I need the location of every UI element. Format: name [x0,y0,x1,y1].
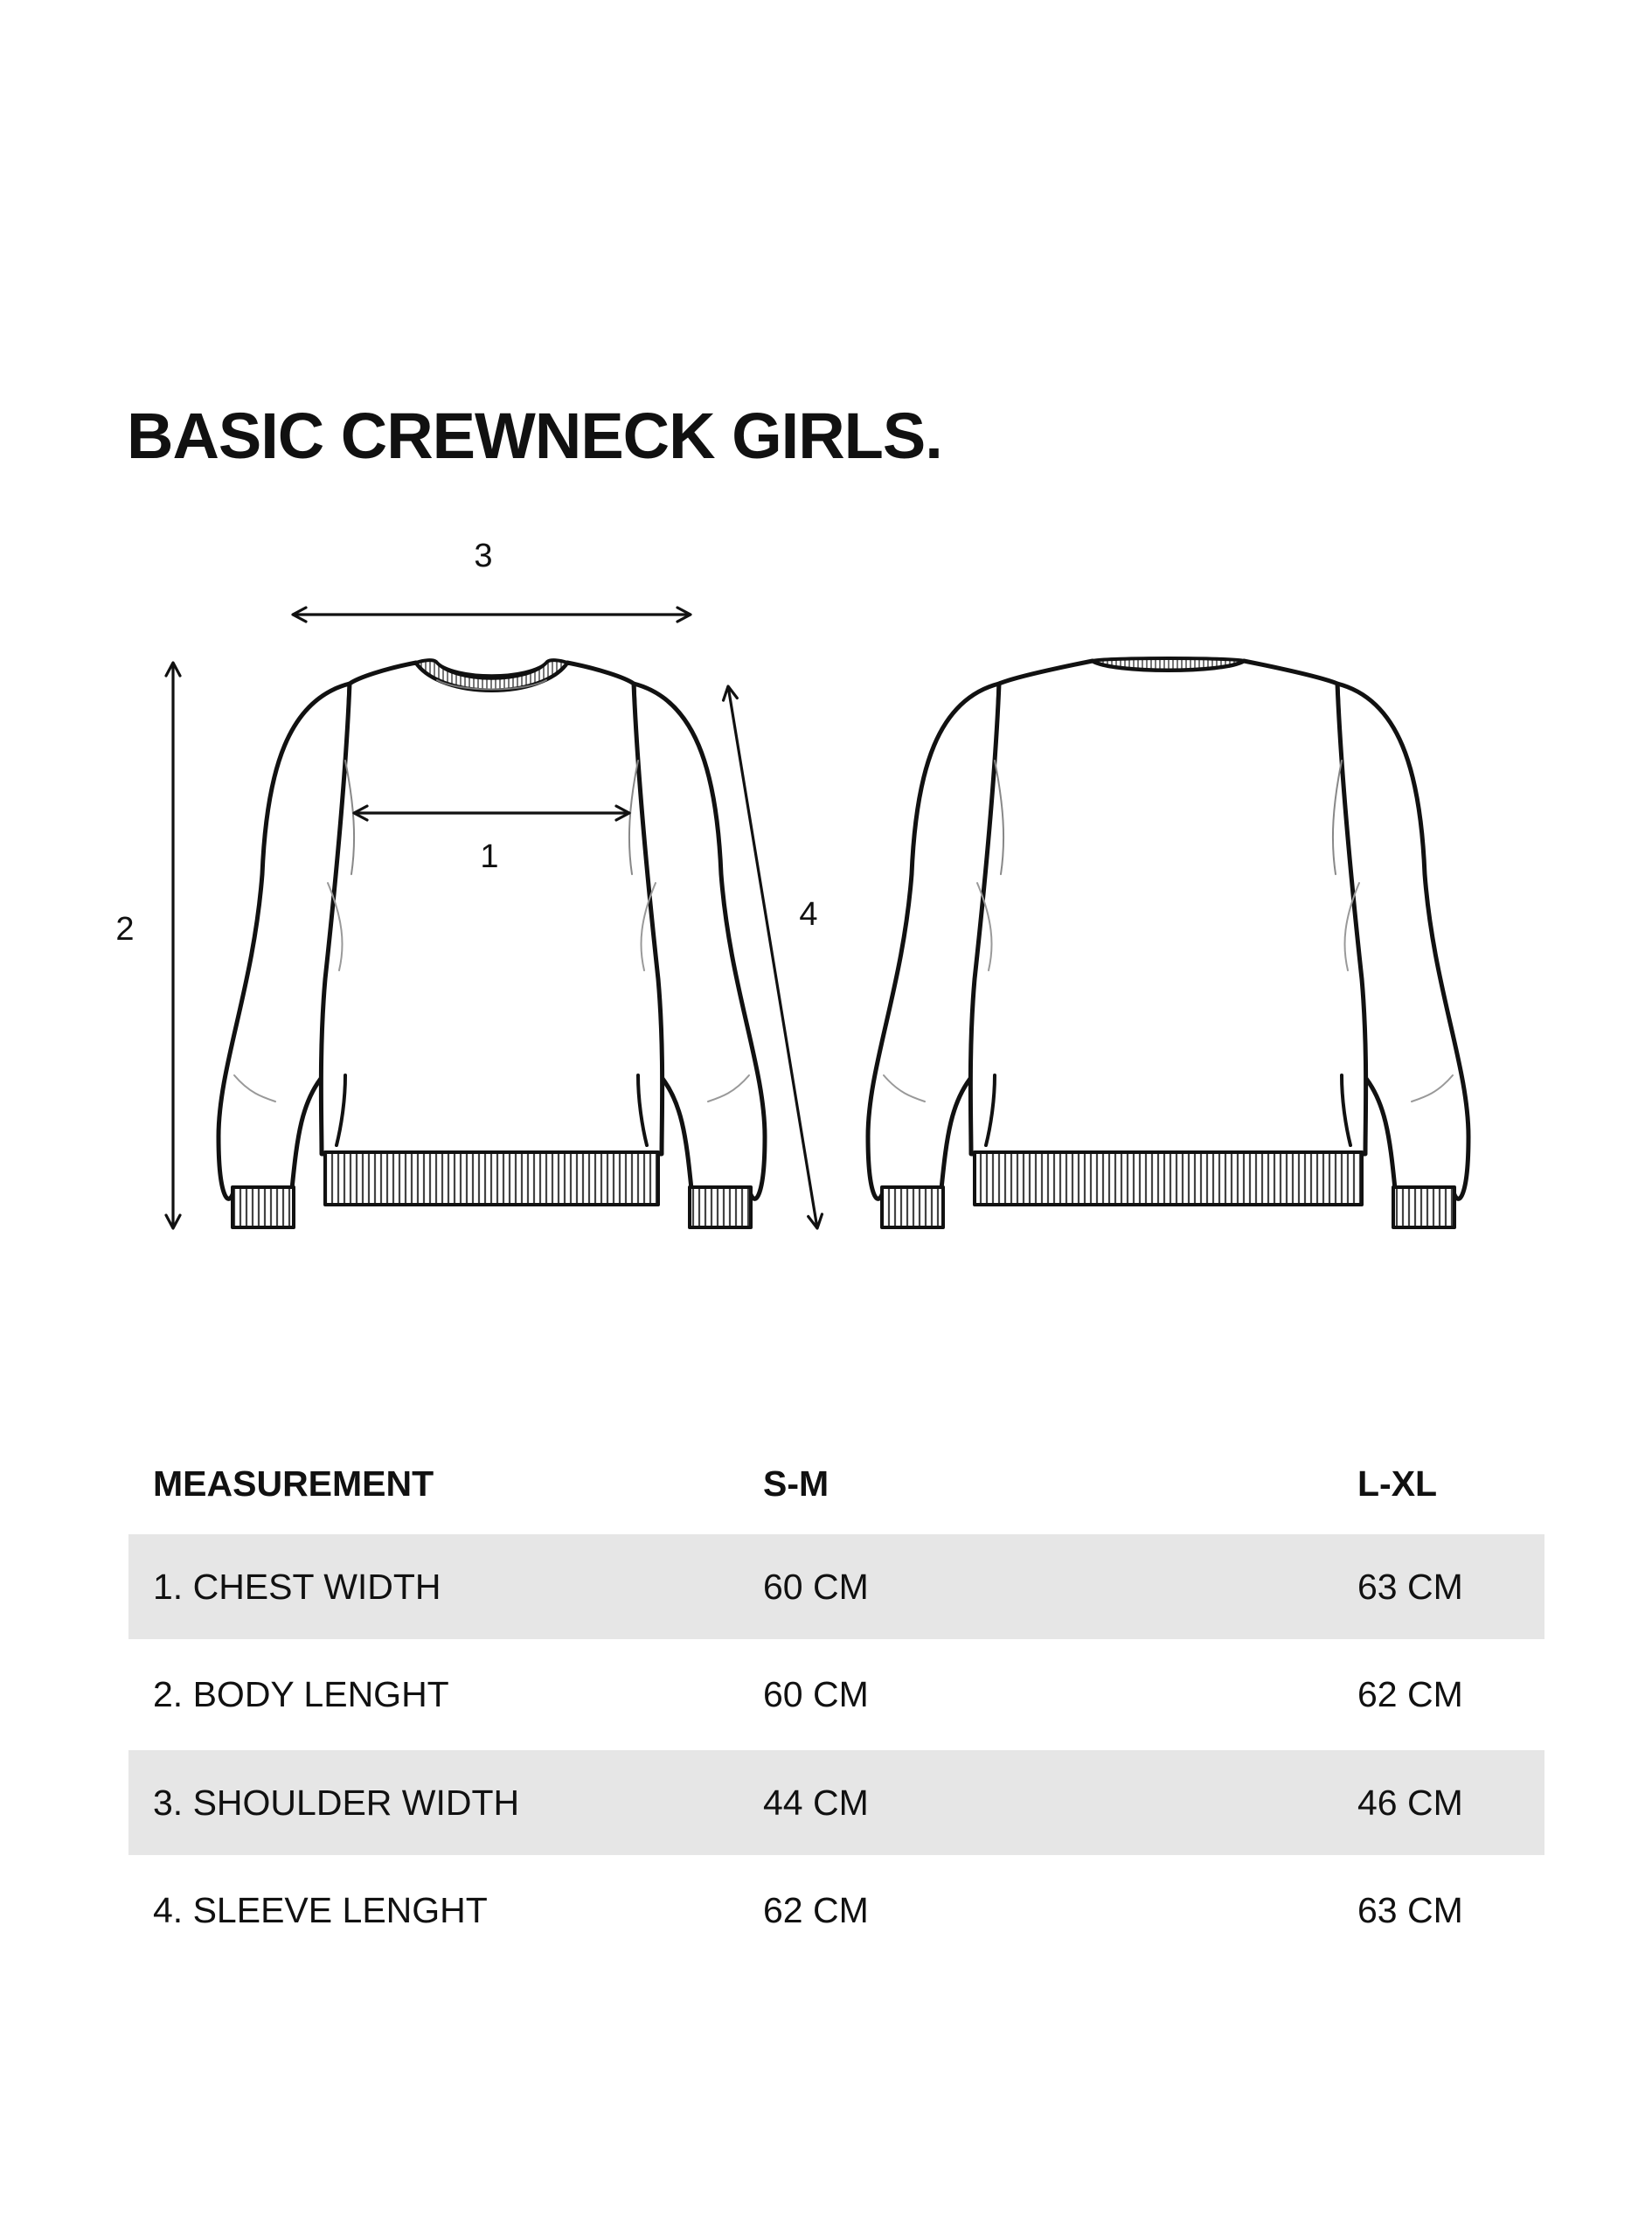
back-body [970,661,1365,1154]
size-l-xl-value: 63 CM [1357,1566,1463,1607]
size-s-m-value: 44 CM [763,1782,869,1823]
measurement-name: 4. SLEEVE LENGHT [153,1890,488,1930]
body-length-label: 2 [115,911,135,948]
back-right-cuff [1393,1187,1454,1227]
table-header-row [128,1434,1544,1534]
size-l-xl-value: 63 CM [1357,1890,1463,1930]
front-body [321,663,662,1154]
size-table [128,1434,1544,1966]
back-left-cuff [882,1187,943,1227]
sweatshirt-front [219,660,765,1227]
table-row [128,1534,1544,1639]
chest-width-label: 1 [480,838,499,875]
size-s-m-value: 60 CM [763,1674,869,1714]
front-hem-band [325,1152,658,1205]
front-right-cuff [690,1187,751,1227]
page-title: BASIC CREWNECK GIRLS. [127,400,942,472]
size-l-xl-value: 62 CM [1357,1674,1463,1714]
sweatshirt-back [868,658,1468,1227]
front-left-cuff [233,1187,294,1227]
header-size-s-m: S-M [763,1463,829,1504]
measurement-name: 3. SHOULDER WIDTH [153,1782,520,1823]
size-l-xl-value: 46 CM [1357,1782,1463,1823]
measurement-name: 2. BODY LENGHT [153,1674,449,1714]
size-s-m-value: 62 CM [763,1890,869,1930]
sleeve-length-label: 4 [799,896,818,933]
table-row [128,1855,1544,1966]
back-neck-rib [1093,658,1244,671]
measurement-name: 1. CHEST WIDTH [153,1566,441,1607]
header-size-l-xl: L-XL [1357,1463,1438,1504]
table-row [128,1750,1544,1855]
size-s-m-value: 60 CM [763,1566,869,1607]
header-measurement: MEASUREMENT [153,1463,434,1504]
back-hem-band [975,1152,1362,1205]
shoulder-width-label: 3 [474,538,493,574]
table-row [128,1639,1544,1750]
